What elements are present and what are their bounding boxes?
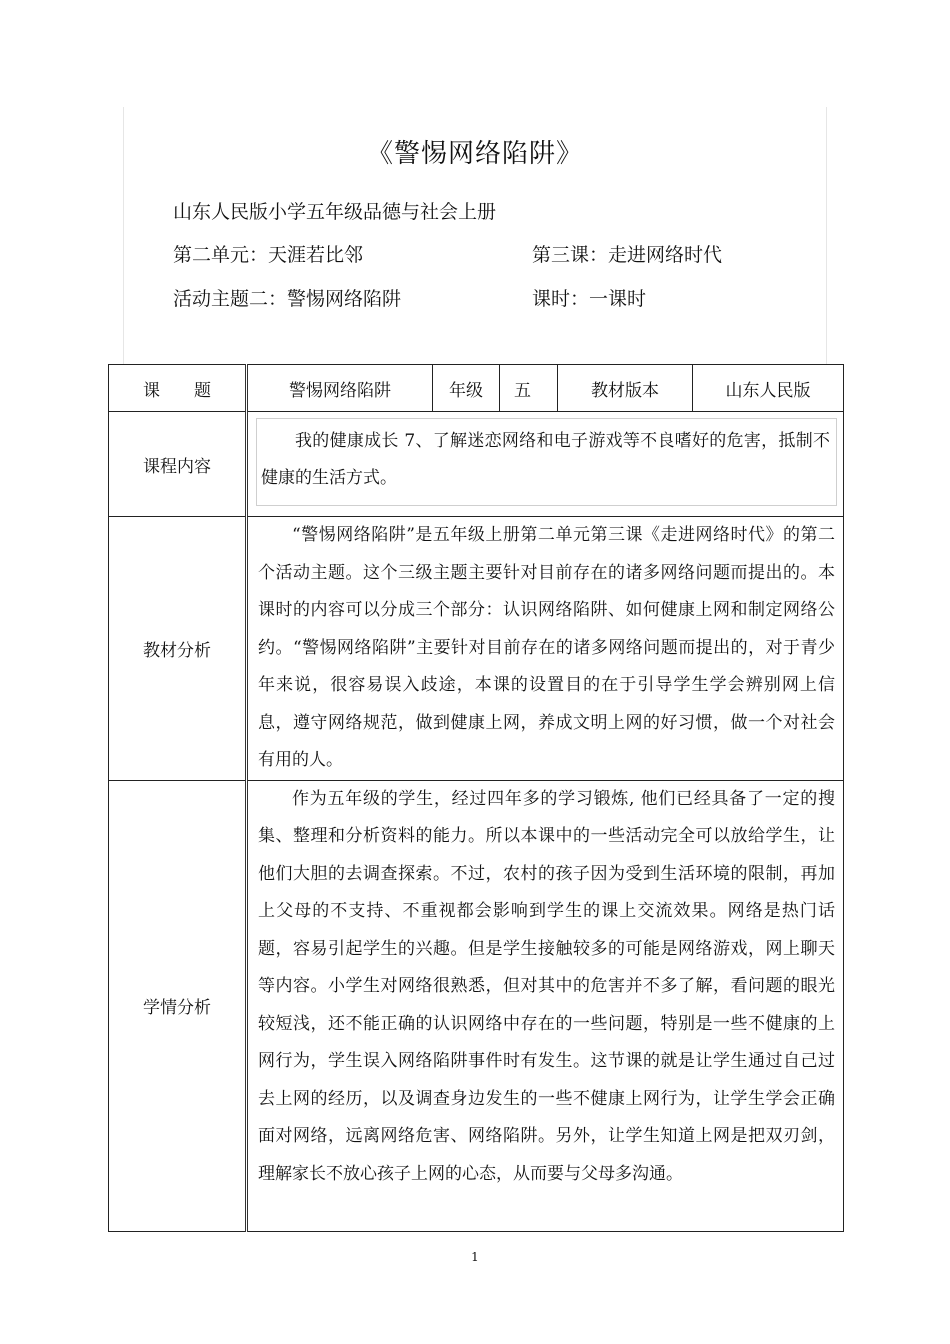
edition-value-cell: 山东人民版 (693, 365, 844, 412)
page-number: 1 (471, 1250, 479, 1264)
grade-value-cell: 五 (500, 365, 558, 412)
material-analysis-text: “警惕网络陷阱”是五年级上册第二单元第三课《走进网络时代》的第二个活动主题。这个三级主题主要针对目前存在的诸多网络问题而提出的。本课时的内容可以分成三个部分：认识网络陷阱、如何健康上网和制定网络公约。“警惕网络陷阱”主要针对目前存在的诸多网络问题而提出的，对于青少年来说，很容易误入歧途，本课的设置目的在于引导学生学会辨别网上信息，遵守网络规范，做到健康上网，养成文明上网的好习惯，做一个对社会有用的人。 (247, 517, 844, 781)
row-label-student-analysis: 学情分析 (109, 780, 247, 1231)
table-header-row (109, 365, 844, 412)
period-line: 课时：一课时 (532, 288, 647, 310)
lesson-plan-table (108, 364, 844, 1232)
table-row (109, 780, 844, 1231)
topic-value-cell: 警惕网络陷阱 (247, 365, 433, 412)
topic-label-cell: 课 题 (109, 365, 247, 412)
publisher-line: 山东人民版小学五年级品德与社会上册 (173, 201, 497, 223)
student-analysis-text: 作为五年级的学生，经过四年多的学习锻炼, 他们已经具备了一定的搜集、整理和分析资料的能力。所以本课中的一些活动完全可以放给学生，让他们大胆的去调查探索。不过，农村的孩子因为受到生活环境的限制，再加上父母的不支持、不重视都会影响到学生的课上交流效果。网络是热门话题，容易引起学生的兴趣。但是学生接触较多的可能是网络游戏，网上聊天等内容。小学生对网络很熟悉，但对其中的危害并不多了解，看问题的眼光较短浅，还不能正确的认识网络中存在的一些问题，特别是一些不健康的上网行为，学生误入网络陷阱事件时有发生。这节课的就是让学生通过自己过去上网的经历，以及调查身边发生的一些不健康上网行为，让学生学会正确面对网络，远离网络危害、网络陷阱。另外，让学生知道上网是把双刃剑，理解家长不放心孩子上网的心态，从而要与父母多沟通。 (247, 780, 844, 1231)
table-row (109, 412, 844, 517)
grade-label-cell: 年级 (433, 365, 500, 412)
row-label-material-analysis: 教材分析 (109, 517, 247, 781)
row-label-course-content: 课程内容 (109, 412, 247, 517)
lesson-line: 第三课：走进网络时代 (532, 244, 723, 266)
theme-line: 活动主题二：警惕网络陷阱 (173, 288, 402, 310)
unit-line: 第二单元：天涯若比邻 (173, 244, 364, 266)
table-row (109, 517, 844, 781)
edition-label-cell: 教材版本 (558, 365, 693, 412)
course-content-cell (247, 412, 844, 517)
document-title: 《警惕网络陷阱》 (366, 139, 583, 169)
course-content-text: 我的健康成长 7、了解迷恋网络和电子游戏等不良嗜好的危害，抵制不健康的生活方式。 (256, 418, 837, 506)
